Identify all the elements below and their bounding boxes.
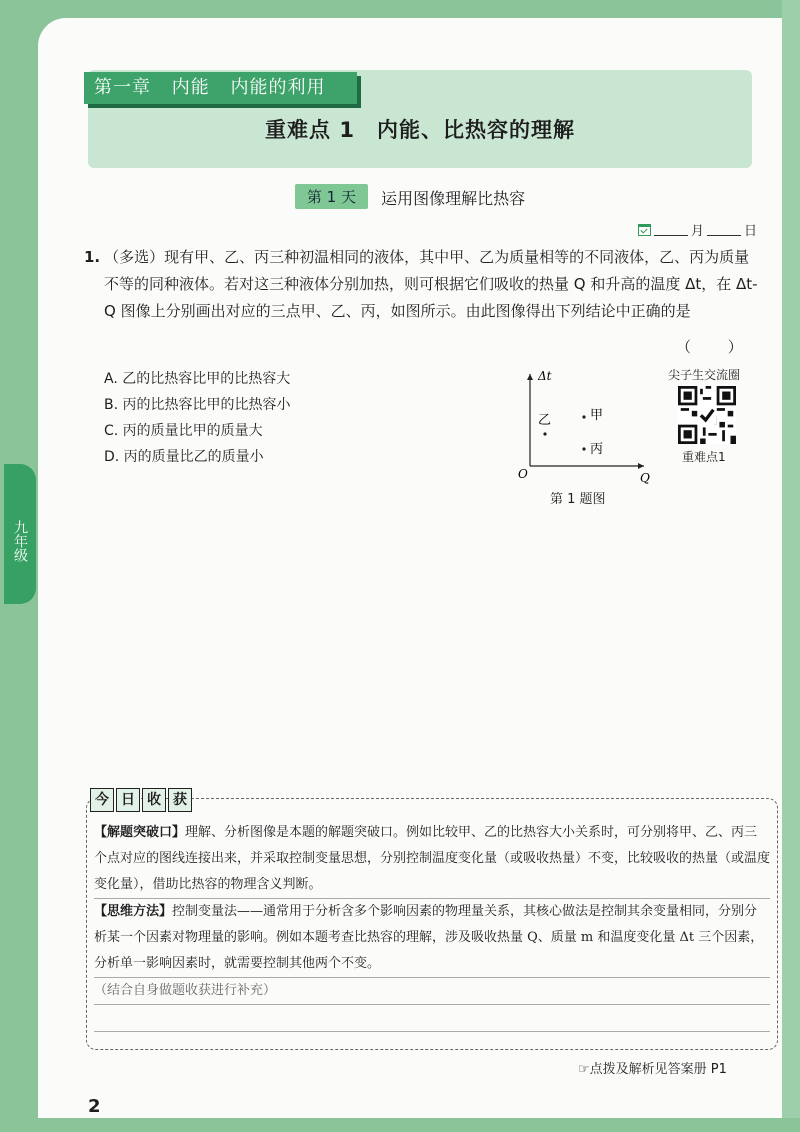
point-yi-label: 乙 — [538, 413, 552, 428]
supplement-hint: （结合自身做题收获进行补充） — [94, 978, 770, 1005]
tag-char-1: 今 — [90, 788, 114, 812]
day-title: 运用图像理解比热容 — [381, 189, 526, 208]
option-b[interactable]: B. 丙的比热容比甲的比热容小 — [104, 397, 291, 413]
page-number: 2 — [88, 1096, 101, 1117]
qr-code-icon[interactable] — [678, 386, 736, 444]
day-blank[interactable] — [707, 223, 741, 236]
chapter-tab — [84, 72, 357, 104]
method-label: 【思维方法】 — [94, 904, 173, 919]
y-axis-label: Δt — [538, 369, 552, 383]
delta-t-q-graph — [514, 358, 654, 488]
question-number: 1. — [84, 248, 101, 266]
origin-label: O — [518, 467, 528, 481]
breakthrough-text: 理解、分析图像是本题的解题突破口。例如比较甲、乙的比热容大小关系时，可分别将甲、乙、丙三个点对应的图线连接出来，并采取控制变量思想，分别控制温度变化量（或吸收热量）不变，比较吸收的热量（或温度变化量），借助比热容的物理含义判断。 — [94, 825, 771, 892]
point-yi — [543, 432, 546, 435]
tag-char-2: 日 — [116, 788, 140, 812]
option-c[interactable]: C. 丙的质量比甲的质量大 — [104, 423, 263, 439]
page — [38, 18, 782, 1118]
day-badge: 第 1 天 — [295, 184, 368, 209]
figure-caption: 第 1 题图 — [550, 492, 606, 507]
chapter-number: 第一章 — [94, 77, 151, 98]
daily-gains-text — [94, 820, 770, 1032]
answer-reference: ☞点拨及解析见答案册 P1 — [578, 1062, 727, 1077]
tag-char-3: 收 — [142, 788, 166, 812]
calendar-check-icon — [638, 224, 651, 236]
question-1 — [84, 244, 760, 325]
option-a[interactable]: A. 乙的比热容比甲的比热容大 — [104, 371, 291, 387]
breakthrough-label: 【解题突破口】 — [94, 825, 186, 840]
page-bottom-edge — [0, 1118, 800, 1132]
page-edge-strip — [782, 0, 800, 1132]
day-row — [38, 184, 782, 209]
daily-gains-tag — [90, 788, 192, 812]
qr-sub-label: 重难点1 — [682, 450, 726, 464]
x-axis-label: Q — [640, 471, 650, 485]
y-axis-arrow — [527, 374, 533, 380]
chapter-subtopic: 内能的利用 — [230, 77, 326, 98]
month-blank[interactable] — [654, 223, 688, 236]
month-label: 月 — [691, 224, 705, 239]
date-row — [638, 220, 757, 239]
answer-paren[interactable]: （ ） — [676, 338, 759, 356]
option-d[interactable]: D. 丙的质量比乙的质量小 — [104, 449, 264, 465]
section-title: 重难点 1 内能、比热容的理解 — [265, 118, 575, 142]
method-text: 控制变量法——通常用于分析含多个影响因素的物理量关系，其核心做法是控制其余变量相同，分别分析某一个因素对物理量的影响。例如本题考查比热容的理解，涉及吸收热量 Q、质量 m 和温度变化量 Δt 三个因素，分析单一影响因素时，就需要控制其他两个不变。 — [94, 904, 764, 971]
qr-label: 尖子生交流圈 — [668, 368, 741, 382]
point-jia-label: 甲 — [590, 408, 604, 423]
day-label: 日 — [744, 224, 758, 239]
grade-tab: 九年级 — [4, 464, 36, 604]
point-jia — [582, 415, 585, 418]
point-bing — [582, 447, 585, 450]
writing-line-1[interactable] — [94, 1005, 770, 1032]
options-list — [104, 366, 291, 470]
chapter-topic: 内能 — [171, 77, 210, 98]
tag-char-4: 获 — [168, 788, 192, 812]
breakthrough-paragraph — [94, 820, 770, 899]
question-text: （多选）现有甲、乙、丙三种初温相同的液体，其中甲、乙为质量相等的不同液体，乙、丙为质量不等的同种液体。若对这三种液体分别加热，则可根据它们吸收的热量 Q 和升高的温度 Δt，在 Δt-Q 图像上分别画出对应的三点甲、乙、丙，如图所示。由此图像得出下列结论中正确的是 — [104, 248, 758, 320]
x-axis-arrow — [638, 463, 644, 469]
method-paragraph — [94, 899, 770, 978]
point-bing-label: 丙 — [590, 442, 604, 457]
